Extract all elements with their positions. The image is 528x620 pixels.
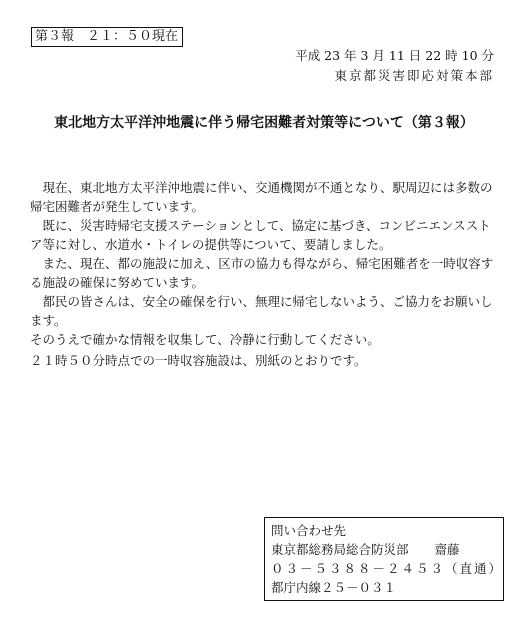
- body-paragraph: 現在、東北地方太平洋沖地震に伴い、交通機関が不通となり、駅周辺には多数の帰宅困難者が発生しています。: [30, 180, 493, 214]
- document-title: 東北地方太平洋沖地震に伴う帰宅困難者対策等について（第３報）: [54, 115, 474, 131]
- contact-department: 東京都総務局総合防災部: [271, 542, 409, 557]
- issuer-block: [295, 46, 494, 86]
- issue-date-time: 平成 23 年 3 月 11 日 22 時 10 分: [295, 48, 494, 63]
- contact-department-row: [271, 540, 497, 559]
- body-paragraph: 既に、災害時帰宅支援ステーションとして、協定に基づき、コンビニエンスストア等に対し、水道水・トイレの提供等について、要請しました。: [30, 218, 491, 252]
- issuing-department: 東京都災害即応対策本部: [334, 68, 494, 83]
- contact-heading: 問い合わせ先: [271, 523, 347, 538]
- facility-note: ２１時５０分時点での一時収容施設は、別紙のとおりです。: [30, 353, 367, 368]
- body-closing-line: そのうえで確かな情報を収集して、冷静に行動してください。: [30, 332, 380, 347]
- body-paragraph: 都民の皆さんは、安全の確保を行い、無理に帰宅しないよう、ご協力をお願いします。: [30, 294, 493, 328]
- contact-phone: ０３－５３８８－２４５３（直通）: [271, 561, 504, 576]
- contact-box: [264, 517, 504, 601]
- contact-person: 齋藤: [434, 542, 460, 557]
- contact-extension: 都庁内線２５－０３１: [271, 580, 397, 595]
- report-number-stamp: 第３報 ２１：５０現在: [31, 27, 183, 47]
- body-paragraph: また、現在、都の施設に加え、区市の協力も得ながら、帰宅困難者を一時収容する施設の確保に努めています。: [30, 256, 494, 290]
- body-text: [30, 178, 500, 349]
